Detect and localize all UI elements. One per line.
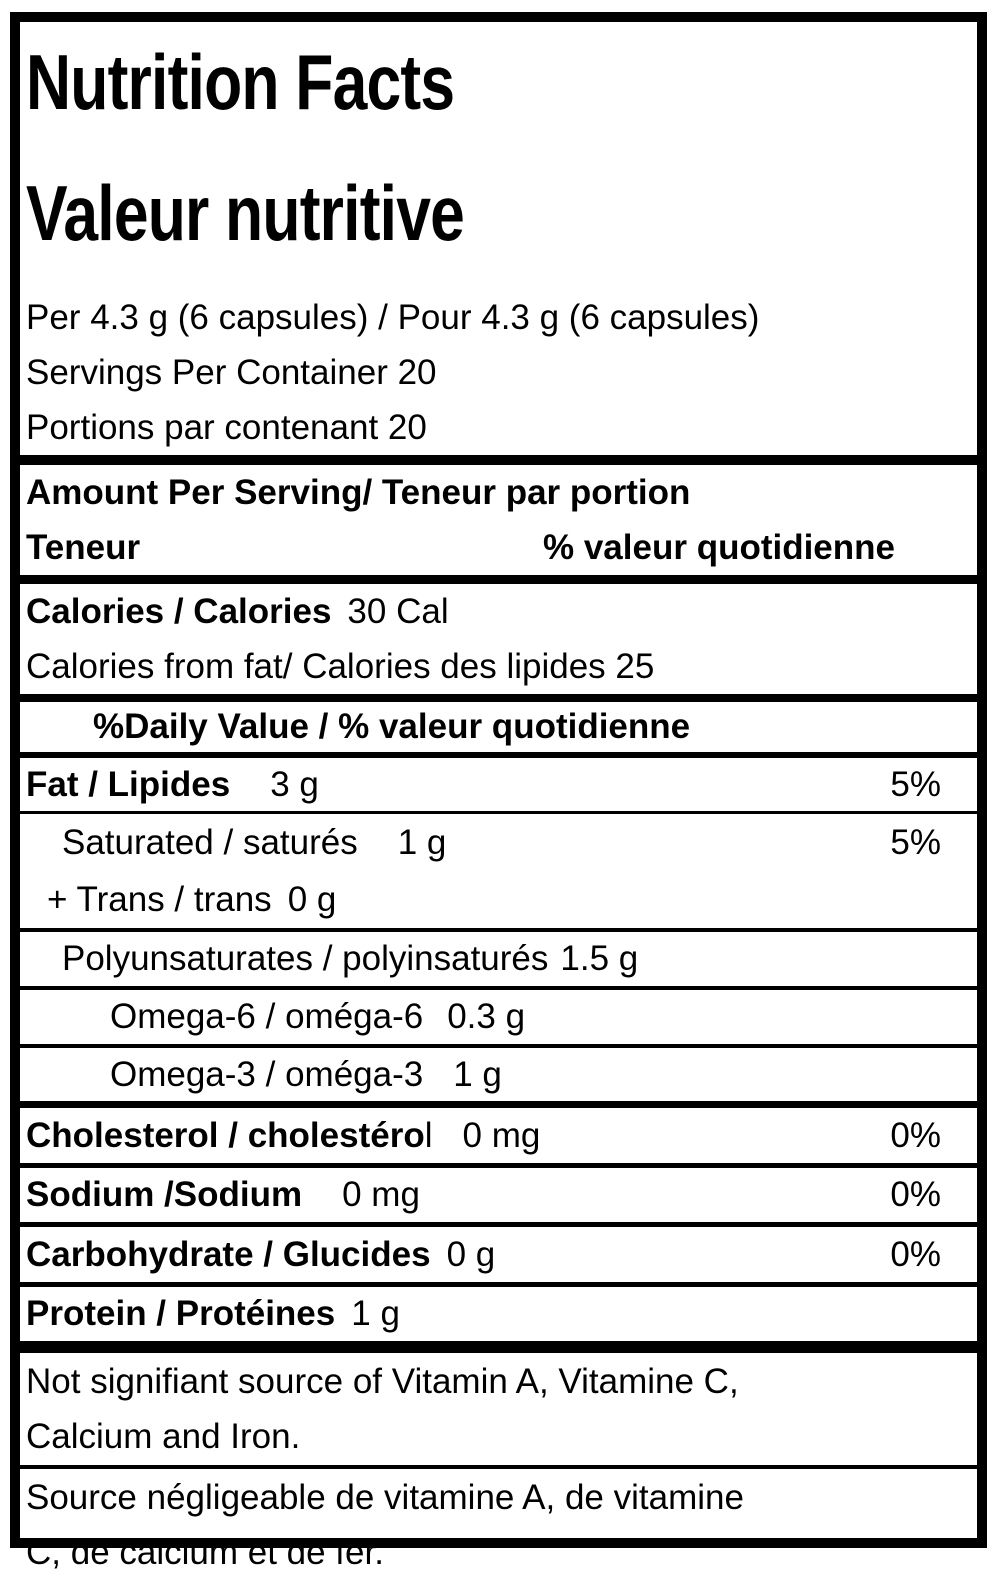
polyunsaturates-row (20, 932, 977, 990)
nutrition-facts-label (10, 12, 987, 1572)
label-header (20, 22, 977, 455)
amount-per-serving-header: Amount Per Serving/ Teneur par portion (26, 473, 691, 512)
calories-label: Calories / Calories (26, 591, 332, 631)
servings-per-container-fr: Portions par contenant 20 (26, 408, 427, 447)
cholesterol-daily-value: 0% (890, 1115, 941, 1155)
title-english (26, 28, 971, 159)
fat-value: 3 g (270, 764, 319, 804)
omega6-label: Omega-6 / oméga-6 (110, 997, 424, 1036)
omega3-value: 1 g (453, 1054, 502, 1094)
teneur-label: Teneur (26, 528, 141, 567)
saturated-value: 1 g (397, 822, 447, 862)
carbohydrate-value: 0 g (446, 1234, 496, 1274)
footnote-french-line1: Source négligeable de vitamine A, de vitamine (26, 1478, 744, 1517)
footnote-english-line2: Calcium and Iron. (26, 1417, 301, 1456)
omega6-value: 0.3 g (447, 997, 526, 1036)
sodium-row (20, 1168, 977, 1227)
percent-daily-value-column-header: % valeur quotidienne (543, 528, 895, 567)
section-divider-calories (20, 694, 977, 702)
sodium-value: 0 mg (342, 1175, 420, 1214)
carbohydrate-label: Carbohydrate / Glucides (26, 1234, 431, 1274)
footnote-french (20, 1469, 977, 1581)
omega6-row (20, 990, 977, 1048)
trans-row (20, 871, 941, 928)
teneur-header-row (20, 521, 977, 575)
calories-from-fat-row: Calories from fat/ Calories des lipides 25 (26, 646, 655, 686)
saturated-trans-cell (20, 814, 977, 932)
calories-value: 30 Cal (347, 591, 449, 631)
section-divider-amount (20, 575, 977, 584)
trans-value: 0 g (287, 879, 337, 919)
serving-size-line: Per 4.3 g (6 capsules) / Pour 4.3 g (6 capsules) (26, 298, 760, 337)
saturated-row (20, 814, 941, 871)
cholesterol-label-tail: l (424, 1115, 433, 1155)
cholesterol-value: 0 mg (462, 1115, 541, 1155)
section-divider-footnotes (20, 1341, 977, 1353)
saturated-label: Saturated / saturés (62, 822, 358, 862)
cholesterol-label: Cholesterol / cholestéro (26, 1115, 425, 1155)
trans-label: + Trans / trans (47, 879, 272, 919)
fat-daily-value: 5% (890, 764, 941, 804)
title-french (26, 159, 971, 290)
omega3-label: Omega-3 / oméga-3 (110, 1054, 424, 1094)
protein-row (20, 1287, 977, 1341)
sodium-daily-value: 0% (890, 1175, 941, 1214)
cholesterol-row (20, 1108, 977, 1168)
daily-value-header: %Daily Value / % valeur quotidienne (20, 702, 977, 758)
section-divider-top (20, 455, 977, 465)
saturated-daily-value: 5% (890, 822, 941, 862)
omega3-row (20, 1048, 977, 1108)
protein-value: 1 g (351, 1294, 400, 1333)
polyunsaturates-label: Polyunsaturates / polyinsaturés (62, 939, 549, 978)
title-french-text: Valeur nutritive (26, 169, 465, 257)
protein-label: Protein / Protéines (26, 1294, 336, 1333)
sodium-label: Sodium /Sodium (26, 1175, 303, 1214)
calories-row (20, 584, 977, 639)
footnote-french-line2: C, de calcium et de fer. (26, 1533, 384, 1572)
polyunsaturates-value: 1.5 g (560, 939, 639, 978)
footnote-english (20, 1353, 977, 1469)
fat-label: Fat / Lipides (26, 764, 231, 804)
carbohydrate-daily-value: 0% (890, 1234, 941, 1274)
carbohydrate-row (20, 1227, 977, 1287)
footnote-english-line1: Not signifiant source of Vitamin A, Vitamine C, (26, 1362, 739, 1401)
servings-per-container-en: Servings Per Container 20 (26, 353, 437, 392)
title-english-text: Nutrition Facts (26, 38, 455, 126)
fat-row (20, 758, 977, 814)
